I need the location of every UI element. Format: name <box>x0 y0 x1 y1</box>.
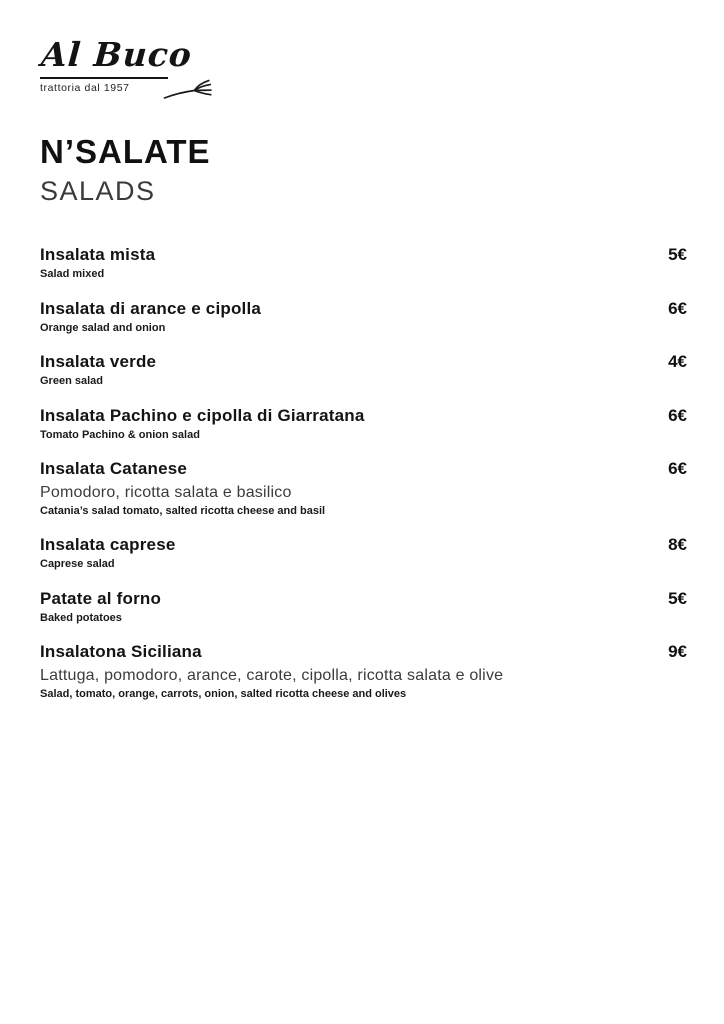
menu-item <box>40 352 687 389</box>
menu-item <box>40 642 687 701</box>
item-price: 9€ <box>668 642 687 662</box>
item-name: Insalata Pachino e cipolla di Giarratana <box>40 405 365 425</box>
menu-item-text <box>40 352 156 389</box>
menu-item-list <box>40 245 687 701</box>
item-description-english: Salad mixed <box>40 268 105 281</box>
logo-divider <box>40 77 168 79</box>
item-price: 6€ <box>668 298 687 318</box>
menu-item <box>40 245 687 282</box>
item-description-italian: Lattuga, pomodoro, arance, carote, cipolla, ricotta salata e olive <box>40 666 504 684</box>
menu-item <box>40 535 687 572</box>
menu-item-text <box>40 459 325 518</box>
item-price: 8€ <box>668 535 687 554</box>
item-description-english: Catania’s salad tomato, salted ricotta cheese and basil <box>40 504 326 517</box>
menu-item-text <box>40 535 176 572</box>
item-price: 6€ <box>668 405 687 425</box>
item-description-english: Baked potatoes <box>40 611 122 624</box>
menu-item-text <box>40 589 161 626</box>
item-description-english: Green salad <box>40 375 103 388</box>
item-price: 5€ <box>668 588 687 608</box>
menu-item-text <box>40 245 155 282</box>
menu-item <box>40 299 687 336</box>
restaurant-logo <box>40 36 687 104</box>
item-name: Insalatona Siciliana <box>40 642 202 662</box>
item-price: 4€ <box>668 352 687 372</box>
item-name: Insalata Catanese <box>40 459 188 479</box>
item-description-english: Salad, tomato, orange, carrots, onion, salted ricotta cheese and olives <box>40 687 407 700</box>
item-name: Insalata di arance e cipolla <box>40 298 262 318</box>
menu-item <box>40 459 687 518</box>
item-description-english: Orange salad and onion <box>40 321 166 334</box>
page-title: N’SALATE <box>40 132 211 170</box>
page-subtitle: SALADS <box>40 175 156 206</box>
item-name: Insalata mista <box>40 244 156 264</box>
item-name: Insalata caprese <box>40 535 176 554</box>
fork-icon <box>161 77 214 108</box>
item-price: 5€ <box>668 244 687 264</box>
logo-tagline: trattoria dal 1957 <box>40 81 130 94</box>
item-name: Patate al forno <box>40 588 162 608</box>
logo-wordmark: Al Buco <box>39 35 194 74</box>
item-description-italian: Pomodoro, ricotta salata e basilico <box>40 483 292 501</box>
item-description-english: Tomato Pachino & onion salad <box>40 429 200 442</box>
item-price: 6€ <box>668 459 687 479</box>
menu-item <box>40 406 687 443</box>
item-name: Insalata verde <box>40 352 157 372</box>
menu-item-text <box>40 642 503 701</box>
menu-item <box>40 589 687 626</box>
section-heading <box>40 132 687 207</box>
menu-item-text <box>40 299 261 336</box>
menu-item-text <box>40 406 365 443</box>
item-description-english: Caprese salad <box>40 558 115 571</box>
